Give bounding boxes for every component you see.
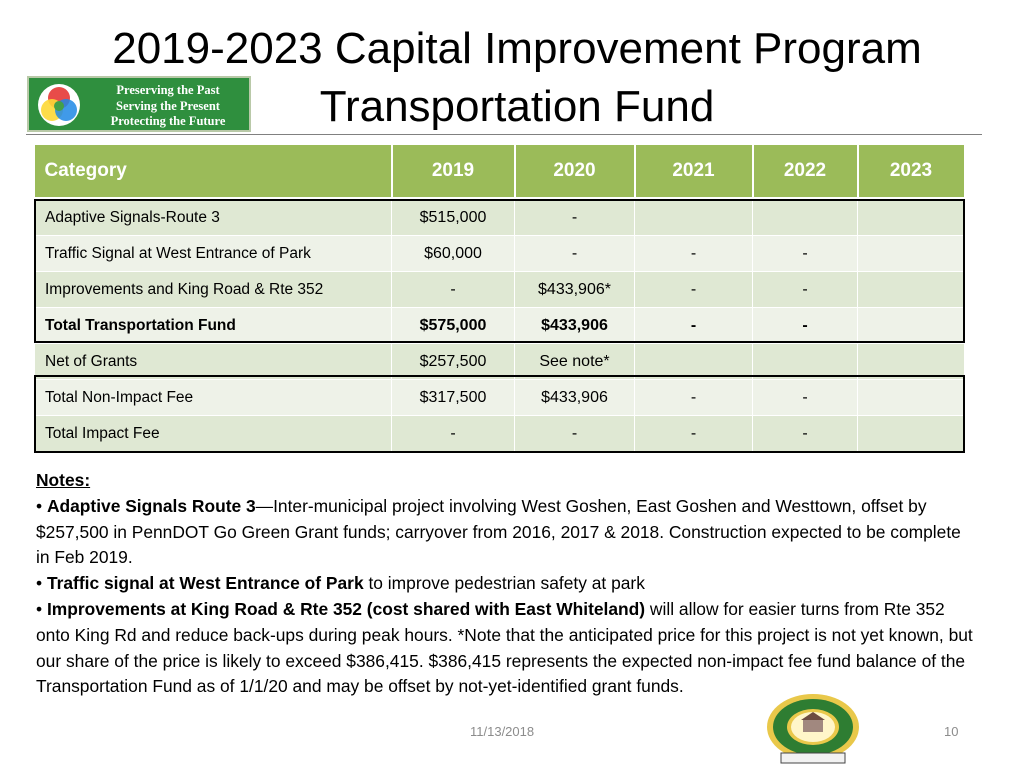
cell-2022: - [753, 380, 858, 416]
cell-2020: See note* [515, 344, 635, 380]
cell-2020: $433,906* [515, 272, 635, 308]
note-1-title: Adaptive Signals Route 3 [46, 495, 256, 516]
cell-category: Adaptive Signals-Route 3 [35, 199, 392, 236]
cell-2023 [858, 199, 965, 236]
table-row [35, 344, 965, 380]
table-row-total [35, 308, 965, 344]
cell-2021: - [635, 380, 753, 416]
cell-2019: - [392, 416, 515, 452]
cell-2022: - [753, 308, 858, 344]
cell-2019: $60,000 [392, 236, 515, 272]
note-3-text: will allow for easier turns from Rte 352 onto King Rd and reduce back-ups during peak hours. *Note that the anticipated price for this project is not yet known, but our share of the price is likely to exceed $386,415. $386,415 represents the expected non-impact fee fund balance of the Transportation Fund as of 1/1/20 and may be offset by not-yet-identified grant funds. [36, 598, 973, 697]
cell-2022: - [753, 272, 858, 308]
cell-2022 [753, 199, 858, 236]
township-banner-logo [27, 76, 251, 132]
note-adaptive-signals [36, 494, 976, 571]
cell-2020: - [515, 416, 635, 452]
cell-2019: $257,500 [392, 344, 515, 380]
table-row [35, 380, 965, 416]
cell-2021 [635, 199, 753, 236]
table-row [35, 272, 965, 308]
table-row [35, 416, 965, 452]
banner-line-2: Serving the Present [116, 98, 220, 113]
note-2-title: Traffic signal at West Entrance of Park [46, 573, 364, 594]
note-bullet: • [36, 598, 43, 619]
slide-number: 10 [944, 724, 959, 739]
note-king-road [36, 597, 976, 700]
title-divider [26, 134, 982, 135]
header-2019: 2019 [392, 145, 515, 199]
banner-line-3: Protecting the Future [110, 114, 226, 128]
cell-2022: - [753, 236, 858, 272]
cell-category: Improvements and King Road & Rte 352 [35, 272, 392, 308]
cell-2023 [858, 416, 965, 452]
cell-2020: $433,906 [515, 380, 635, 416]
cell-2022: - [753, 416, 858, 452]
title-line-1: 2019-2023 Capital Improvement Program [112, 24, 922, 73]
cell-category: Total Impact Fee [35, 416, 392, 452]
note-traffic-signal [36, 571, 976, 597]
cell-category: Total Non-Impact Fee [35, 380, 392, 416]
cell-2019: $575,000 [392, 308, 515, 344]
cell-2023 [858, 344, 965, 380]
cell-2023 [858, 308, 965, 344]
table-header-row [35, 145, 965, 199]
cell-2021 [635, 344, 753, 380]
header-2022: 2022 [753, 145, 858, 199]
banner-motto [89, 83, 247, 130]
cell-2023 [858, 236, 965, 272]
banner-line-1: Preserving the Past [116, 83, 220, 97]
cell-category: Total Transportation Fund [35, 308, 392, 344]
notes-heading: Notes: [36, 470, 91, 490]
footer-date: 11/13/2018 [470, 724, 535, 739]
note-1-text: —Inter-municipal project involving West Goshen, East Goshen and Westtown, offset by $257,500 in PennDOT Go Green Grant funds; carryover from 2016, 2017 & 2018. Construction expected to be complete in Feb 2019. [36, 495, 961, 568]
note-bullet: • [36, 573, 43, 594]
table-row [35, 236, 965, 272]
township-seal-icon [765, 693, 861, 765]
cell-2022 [753, 344, 858, 380]
cell-2019: $515,000 [392, 199, 515, 236]
cell-2019: $317,500 [392, 380, 515, 416]
cell-2020: - [515, 236, 635, 272]
cell-2021: - [635, 272, 753, 308]
note-3-title: Improvements at King Road & Rte 352 (cost shared with East Whiteland) [46, 598, 646, 619]
cell-category: Traffic Signal at West Entrance of Park [35, 236, 392, 272]
header-2023: 2023 [858, 145, 965, 199]
notes-section [36, 468, 976, 700]
cell-2021: - [635, 308, 753, 344]
cell-2023 [858, 272, 965, 308]
venn-logo-icon [35, 83, 83, 127]
cell-2020: $433,906 [515, 308, 635, 344]
header-2020: 2020 [515, 145, 635, 199]
title-line-2: Transportation Fund [319, 82, 715, 131]
transportation-fund-table [34, 145, 966, 452]
cell-2019: - [392, 272, 515, 308]
note-bullet: • [36, 495, 43, 516]
cell-2021: - [635, 236, 753, 272]
table-row [35, 199, 965, 236]
header-2021: 2021 [635, 145, 753, 199]
header-category: Category [35, 145, 392, 199]
cell-2023 [858, 380, 965, 416]
cell-2021: - [635, 416, 753, 452]
cell-2020: - [515, 199, 635, 236]
cell-category: Net of Grants [35, 344, 392, 380]
note-2-text: to improve pedestrian safety at park [363, 573, 645, 594]
